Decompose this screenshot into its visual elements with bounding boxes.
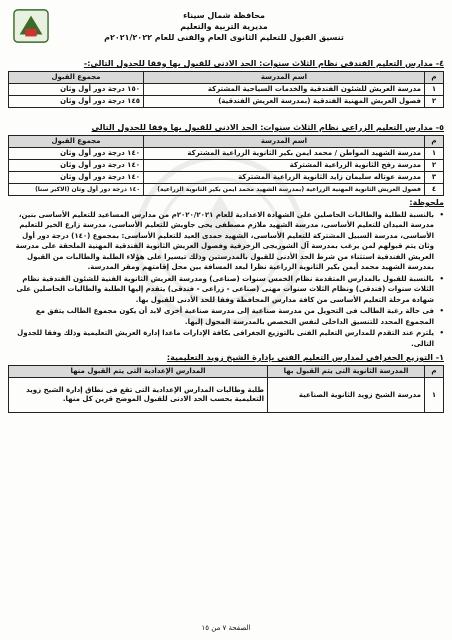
school-name: مدرسة العريش للشئون الفندقية والخدمات السياحية المشتركة — [144, 84, 425, 96]
notes-block — [8, 198, 444, 349]
row-number: ٣ — [425, 172, 444, 184]
directorate-name: مديرية التربية والتعليم — [180, 22, 268, 31]
geo-distribution-table — [8, 365, 444, 413]
admission-score: ١٥٠ درجة دور أول وثان — [9, 84, 144, 96]
document-title: تنسيق القبول للتعليم الثانوى العام والفنى للعام ٢٠٢١/٢٠٢٢م — [104, 33, 344, 42]
col-header-number: م — [425, 366, 444, 378]
hotel-schools-table — [8, 71, 444, 108]
admission-score: ١٤٠ درجة دور أول وثان (الاكبر سنا) — [9, 184, 144, 196]
col-header-preparatory-schools: المدارس الإعدادية التى يتم القبول منها — [9, 366, 268, 378]
table-header-row — [9, 72, 444, 84]
school-name: فصول العريش المهنية الفندقية (بمدرسة العريش الفندقية) — [144, 96, 425, 108]
governorate-name: محافظة شمال سيناء — [183, 11, 265, 20]
row-number: ١ — [425, 148, 444, 160]
admission-score: ١٤٠ درجة دور أول وثان — [9, 160, 144, 172]
note-item: • فى حالة رغبة الطالب فى التحويل من مدرسة صناعية إلى مدرسة صناعية أخرى لابد أن يكون مجموع الطالب يتفق مع المجموع المحدد للتنسيق الداخلى لنفس التخصص بالمدرسة المحول إليها. — [8, 306, 444, 327]
section-geo-title: ١- التوزيع الجغرافى لمدارس التعليم الفنى بإدارة الشيخ زويد التعليمية: — [166, 353, 444, 362]
document-header — [8, 6, 444, 56]
col-header-score: مجموع القبول — [9, 72, 144, 84]
col-header-score: مجموع القبول — [9, 136, 144, 148]
row-number: ١ — [425, 378, 444, 413]
note-item: • يلتزم عند التقدم للمدارس التعليم الفنى بالتوزيع الجغرافى بكافة الإدارات ماعدا إدارة العريش التعليمية وذلك وفقا للجدول التالى. — [8, 328, 444, 349]
admission-score: ١٤٥ درجة دور أول وثان — [9, 96, 144, 108]
school-name: مدرسة الشهيد المواطن / محمد ايمن بكير الثانوية الزراعية المشتركة — [144, 148, 425, 160]
table-row — [9, 84, 444, 96]
note-item: • بالنسبة للقبول بالمدارس المتقدمة نظام الخمس سنوات (صناعى) ومدرسة العريش الثانوية الفنية للشئون الفندقية نظام الثلاث سنوات (فندقى) ونظام الثلاث سنوات مهنى (صناعى - زراعى - فندقى) يتقدم إليها الطلبة والطالبات الحاصلين على شهادة مرحلة التعليم الأساسى من كافة مدارس المحافظة وفقا للحد الأدنى للقبول بها. — [8, 274, 444, 306]
table-row — [9, 96, 444, 108]
col-header-number: م — [425, 72, 444, 84]
row-number: ١ — [425, 84, 444, 96]
notes-title: ملحوظة: — [409, 198, 444, 207]
section-hotel-title: ٤- مدارس التعليم الفندقى نظام الثلاث سنوات: الحد الادنى للقبول بها وفقا للجدول التالى:- — [83, 59, 444, 68]
school-name: مدرسة الشيخ زويد الثانوية الصناعية — [268, 378, 425, 413]
col-header-school: اسم المدرسة — [144, 136, 425, 148]
table-row — [9, 378, 444, 413]
source-schools: طلبة وطالبات المدارس الإعدادية التى تقع فى نطاق إدارة الشيخ زويد التعليمية بحسب الحد الادنى للقبول الموضح قرين كل منها. — [9, 378, 268, 413]
ministry-logo-icon — [12, 8, 50, 44]
row-number: ٢ — [425, 96, 444, 108]
school-name: فصول العريش الثانوية المهنية الزراعية (بمدرسة الشهيد محمد ايمن بكير الثانوية الزراعية) — [144, 184, 425, 196]
school-name: مدرسة عوتاله سليمان زايد الثانوية الزراعية المشتركة — [144, 172, 425, 184]
col-header-secondary-school: المدرسة الثانوية التى يتم القبول بها — [268, 366, 425, 378]
col-header-school: اسم المدرسة — [144, 72, 425, 84]
table-header-row — [9, 366, 444, 378]
note-item: • بالنسبة للطلبة والطالبات الحاصلين على الشهادة الاعدادية للعام ٢٠٢٠/٢٠٢١م من مدارس المساعيد للتعليم الأساسى بنين، مدرسة الميدان للتعليم الأساسى، مدرسة الشهيد ملازم مصطفى يحى جاويش للتعليم الأساسى، مدرسة زارع الخير للتعليم الأساسى، مدرسة السبيل المشتركة للتعليم الأساسى، الشهيد حمدى العيد للتعليم الأساسى: بمجموع (١٤٠) درجة دور أول وثان يتم قبولهم لمن يرغب بمدرسة آل الشوربجى الزخرفية وفصول العريش الثانوية الفندقية المهنية الملحقة على مدرسة العريش الفندقية استثناء من شرط الحد الأدنى للقبول بالمدرستين وذلك تيسيرا على هؤلاء الطلبة والطالبات من القبول بمدرسة الشهيد محمد أيمن بكير الثانوية الزراعية نظرا لبعد المسافة بين محل إقامتهم ومقر المدرسة. — [8, 210, 444, 273]
row-number: ٤ — [425, 184, 444, 196]
table-header-row — [9, 136, 444, 148]
col-header-number: م — [425, 136, 444, 148]
admission-score: ١٤٠ درجة دور أول وثان — [9, 148, 144, 160]
page-number: الصفحة ٧ من ١٥ — [201, 624, 251, 632]
school-name: مدرسة رفح الثانوية الزراعية المشتركة — [144, 160, 425, 172]
admission-score: ١٤٠ درجة دور أول وثان — [9, 172, 144, 184]
row-number: ٢ — [425, 160, 444, 172]
section-agri-title: ٥- مدارس التعليم الزراعى نظام الثلاث سنوات: الحد الادنى للقبول بها وفقا للجدول التالى — [91, 123, 444, 132]
